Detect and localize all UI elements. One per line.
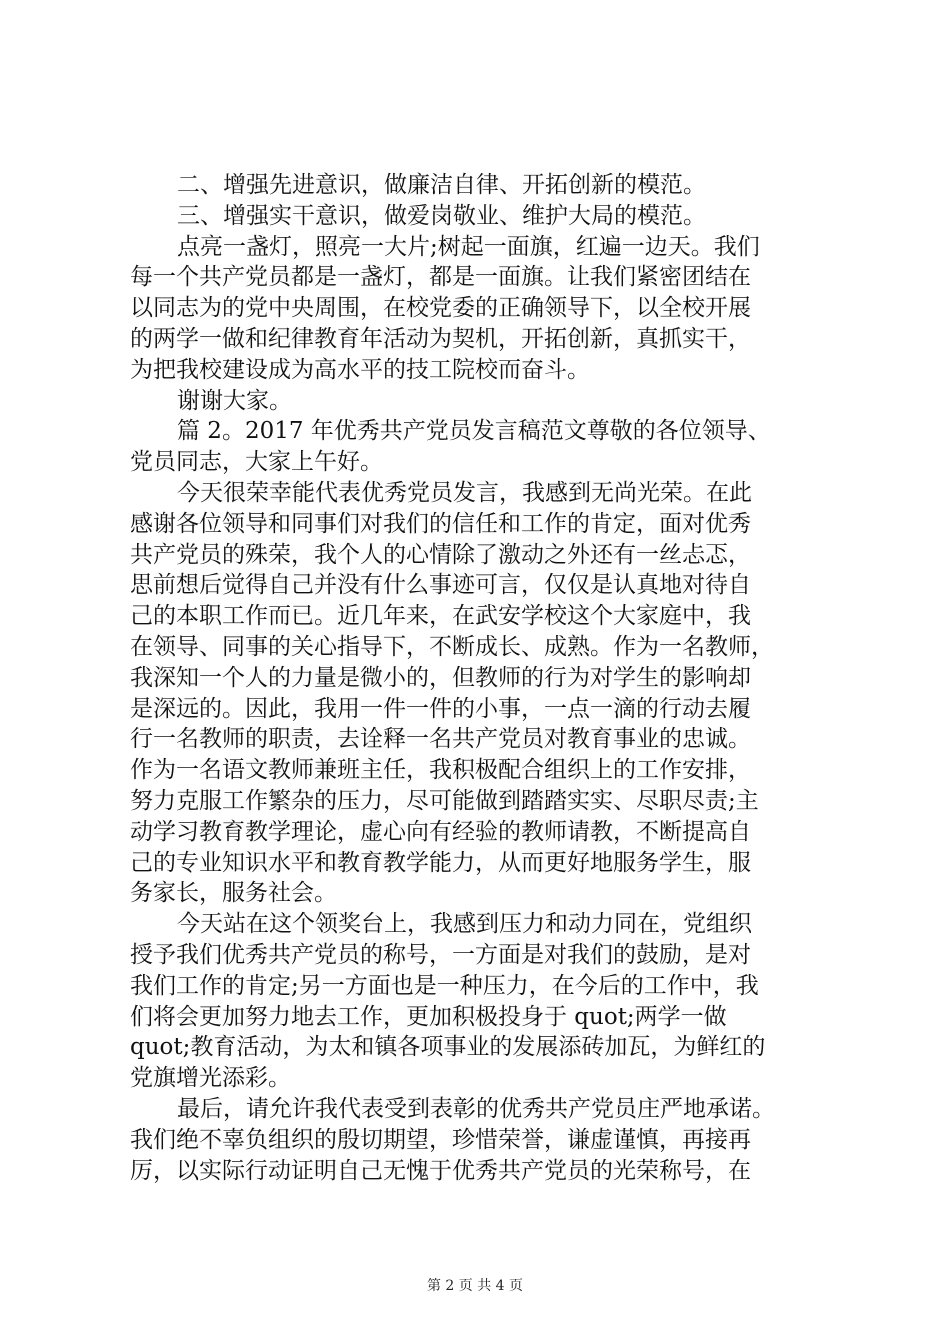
text-line: 谢谢大家。	[177, 387, 292, 414]
text-line: 感谢各位领导和同事们对我们的信任和工作的肯定，面对优秀	[130, 510, 751, 537]
text-line: 篇 2。2017 年优秀共产党员发言稿范文尊敬的各位领导、	[177, 418, 771, 445]
text-line: 是深远的。因此，我用一件一件的小事，一点一滴的行动去履	[130, 695, 751, 722]
text-line: 在领导、同事的关心指导下，不断成长、成熟。作为一名教师，	[130, 633, 774, 660]
text-line: 作为一名语文教师兼班主任，我积极配合组织上的工作安排，	[130, 757, 751, 784]
text-line: 授予我们优秀共产党员的称号，一方面是对我们的鼓励，是对	[130, 941, 751, 968]
text-line: 们将会更加努力地去工作，更加积极投身于 quot;两学一做	[130, 1003, 727, 1030]
text-line: 二、增强先进意识，做廉洁自律、开拓创新的模范。	[177, 172, 706, 198]
text-line: 今天很荣幸能代表优秀党员发言，我感到无尚光荣。在此	[177, 479, 752, 506]
text-line: 行一名教师的职责，去诠释一名共产党员对教育事业的忠诚。	[130, 726, 751, 753]
text-line: 为把我校建设成为高水平的技工院校而奋斗。	[130, 356, 590, 383]
page-footer: 第 2 页 共 4 页	[426, 1278, 524, 1294]
text-line: 的两学一做和纪律教育年活动为契机，开拓创新，真抓实干，	[130, 325, 751, 352]
text-line: 党员同志，大家上午好。	[130, 449, 383, 476]
text-line: 己的专业知识水平和教育教学能力，从而更好地服务学生，服	[130, 849, 751, 876]
text-line: 我们绝不辜负组织的殷切期望，珍惜荣誉，谦虚谨慎，再接再	[130, 1126, 751, 1153]
text-line: 务家长，服务社会。	[130, 880, 337, 907]
text-line: 三、增强实干意识，做爱岗敬业、维护大局的模范。	[177, 202, 706, 229]
text-line: 每一个共产党员都是一盏灯，都是一面旗。让我们紧密团结在	[130, 264, 751, 291]
text-line: 我深知一个人的力量是微小的，但教师的行为对学生的影响却	[130, 664, 751, 691]
text-line: 党旗增光添彩。	[130, 1065, 291, 1092]
text-line: 今天站在这个领奖台上，我感到压力和动力同在，党组织	[177, 911, 752, 938]
text-line: 己的本职工作而已。近几年来，在武安学校这个大家庭中，我	[130, 603, 751, 630]
text-line: 以同志为的党中央周围，在校党委的正确领导下，以全校开展	[130, 295, 751, 322]
document-body	[130, 170, 842, 1186]
text-line: 共产党员的殊荣，我个人的心情除了激动之外还有一丝忐忑，	[130, 541, 751, 568]
text-line: 动学习教育教学理论，虚心向有经验的教师请教，不断提高自	[130, 818, 751, 845]
text-line: 厉，以实际行动证明自己无愧于优秀共产党员的光荣称号，在	[130, 1157, 751, 1184]
text-line: 最后，请允许我代表受到表彰的优秀共产党员庄严地承诺。	[177, 1095, 775, 1122]
text-line: quot;教育活动，为太和镇各项事业的发展添砖加瓦，为鲜红的	[130, 1034, 766, 1061]
text-line: 点亮一盏灯，照亮一大片;树起一面旗，红遍一边天。我们	[177, 233, 760, 260]
text-line: 努力克服工作繁杂的压力，尽可能做到踏踏实实、尽职尽责;主	[130, 787, 759, 814]
text-line: 我们工作的肯定;另一方面也是一种压力，在今后的工作中，我	[130, 972, 759, 999]
text-line: 思前想后觉得自己并没有什么事迹可言，仅仅是认真地对待自	[130, 572, 751, 599]
